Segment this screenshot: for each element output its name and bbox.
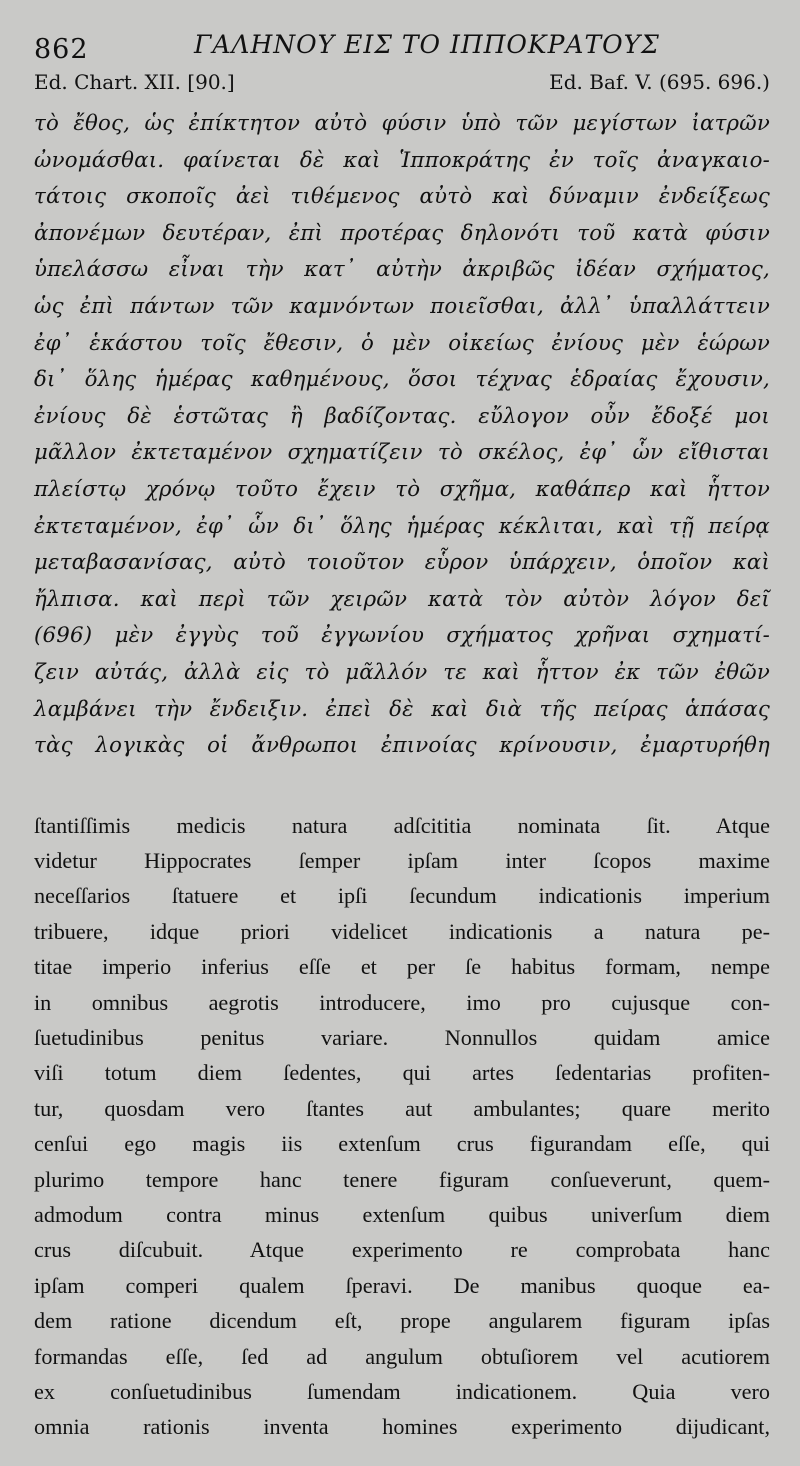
latin-text-line: admodum contra minus extenſum quibus univerſum diem [34, 1201, 770, 1227]
greek-text-line: ἤλπισα. καὶ περὶ τῶν χειρῶν κατὰ τὸν αὐτὸν λόγον δεῖ [34, 586, 770, 612]
latin-text-line: cenſui ego magis iis extenſum crus figurandam eſſe, qui [34, 1131, 770, 1157]
greek-text-line: ἐνίους δὲ ἑστῶτας ἢ βαδίζοντας. εὔλογον οὖν ἔδοξέ μοι [34, 403, 770, 429]
greek-text-line: ὡς ἐπὶ πάντων τῶν καμνόντων ποιεῖσθαι, ἀλλ᾽ ὑπαλλάττειν [34, 293, 770, 319]
latin-text-line: ſuetudinibus penitus variare. Nonnullos quidam amice [34, 1025, 770, 1051]
greek-text-line: τὸ ἔθος, ὡς ἐπίκτητον αὐτὸ φύσιν ὑπὸ τῶν μεγίστων ἰατρῶν [34, 111, 770, 136]
greek-text-line: (696) μὲν ἐγγὺς τοῦ ἐγγωνίου σχήματος χρῆναι σχηματί- [34, 623, 770, 649]
latin-text-line: formandas eſſe, ſed ad angulum obtuſiorem vel acutiorem [34, 1343, 770, 1369]
greek-text-line: ζειν αὐτάς, ἀλλὰ εἰς τὸ μᾶλλόν τε καὶ ἧττον ἐκ τῶν ἐθῶν [34, 659, 770, 685]
greek-text-line: ἐφ᾽ ἑκάστου τοῖς ἔθεσιν, ὁ μὲν οἰκείως ἐνίους μὲν ἑώρων [34, 330, 770, 356]
greek-text-line: ὠνομάσθαι. φαίνεται δὲ καὶ Ἱπποκράτης ἐν τοῖς ἀναγκαιο- [34, 147, 770, 173]
latin-text-line: titae imperio inferius eſſe et per ſe habitus formam, nempe [34, 954, 770, 980]
greek-text-block [34, 106, 770, 765]
latin-text-line: ex conſuetudinibus ſumendam indicationem. Quia vero [34, 1378, 770, 1404]
latin-text-line: neceſſarios ſtatuere et ipſi ſecundum indicationis imperium [34, 883, 770, 909]
greek-text-line: δι᾽ ὅλης ἡμέρας καθημένους, ὅσοι τέχνας ἑδραίας ἔχουσιν, [34, 367, 770, 393]
latin-text-line: videtur Hippocrates ſemper ipſam inter ſcopos maxime [34, 848, 770, 874]
edition-reference-basel: Ed. Baf. V. (695. 696.) [549, 70, 770, 94]
latin-text-line: ſtantiſſimis medicis natura adſcititia nominata ſit. Atque [34, 812, 770, 838]
section-gap [34, 765, 770, 808]
edition-reference-chartier: Ed. Chart. XII. [90.] [34, 70, 235, 94]
latin-text-line: in omnibus aegrotis introducere, imo pro cujusque con- [34, 989, 770, 1015]
edition-references [34, 70, 770, 100]
latin-text-line: ipſam comperi qualem ſperavi. De manibus quoque ea- [34, 1272, 770, 1298]
greek-text-line: ὑπελάσσω εἶναι τὴν κατ᾽ αὐτὴν ἀκριβῶς ἰδέαν σχήματος, [34, 257, 770, 283]
greek-text-line: μᾶλλον ἐκτεταμένον σχηματίζειν τὸ σκέλος, ἐφ᾽ ὧν εἴθισται [34, 440, 770, 466]
latin-text-line: crus diſcubuit. Atque experimento re comprobata hanc [34, 1237, 770, 1263]
greek-text-line: ἀπονέμων δευτέραν, ἐπὶ προτέρας δηλονότι τοῦ κατὰ φύσιν [34, 220, 770, 246]
page-number: 862 [34, 34, 89, 65]
greek-text-line: πλείστῳ χρόνῳ τοῦτο ἔχειν τὸ σχῆμα, καθάπερ καὶ ἧττον [34, 476, 770, 502]
greek-text-line: λαμβάνει τὴν ἔνδειξιν. ἐπεὶ δὲ καὶ διὰ τῆς πείρας ἁπάσας [34, 696, 770, 722]
greek-text-line: τὰς λογικὰς οἱ ἄνθρωποι ἐπινοίας κρίνουσιν, ἐμαρτυρήθη [34, 733, 770, 759]
latin-text-block [34, 808, 770, 1445]
running-title: ΓΑΛΗΝΟΥ ΕΙΣ ΤΟ ΙΠΠΟΚΡΑΤΟΥΣ [194, 30, 660, 59]
latin-text-line: dem ratione dicendum eſt, prope angularem figuram ipſas [34, 1308, 770, 1334]
latin-text-line: plurimo tempore hanc tenere figuram conſueverunt, quem- [34, 1166, 770, 1192]
latin-text-line: viſi totum diem ſedentes, qui artes ſedentarias profiten- [34, 1060, 770, 1086]
page-header [34, 28, 770, 70]
greek-text-line: μεταβασανίσας, αὐτὸ τοιοῦτον εὗρον ὑπάρχειν, ὁποῖον καὶ [34, 550, 770, 576]
latin-text-line: tribuere, idque priori videlicet indicationis a natura pe- [34, 918, 770, 944]
latin-text-line: tur, quosdam vero ſtantes aut ambulantes; quare merito [34, 1095, 770, 1121]
greek-text-line: ἐκτεταμένον, ἐφ᾽ ὧν δι᾽ ὅλης ἡμέρας κέκλιται, καὶ τῇ πείρᾳ [34, 513, 770, 539]
latin-text-line: omnia rationis inventa homines experimento dijudicant, [34, 1414, 770, 1440]
greek-text-line: τάτοις σκοποῖς ἀεὶ τιθέμενος αὐτὸ καὶ δύναμιν ἐνδείξεως [34, 184, 770, 210]
